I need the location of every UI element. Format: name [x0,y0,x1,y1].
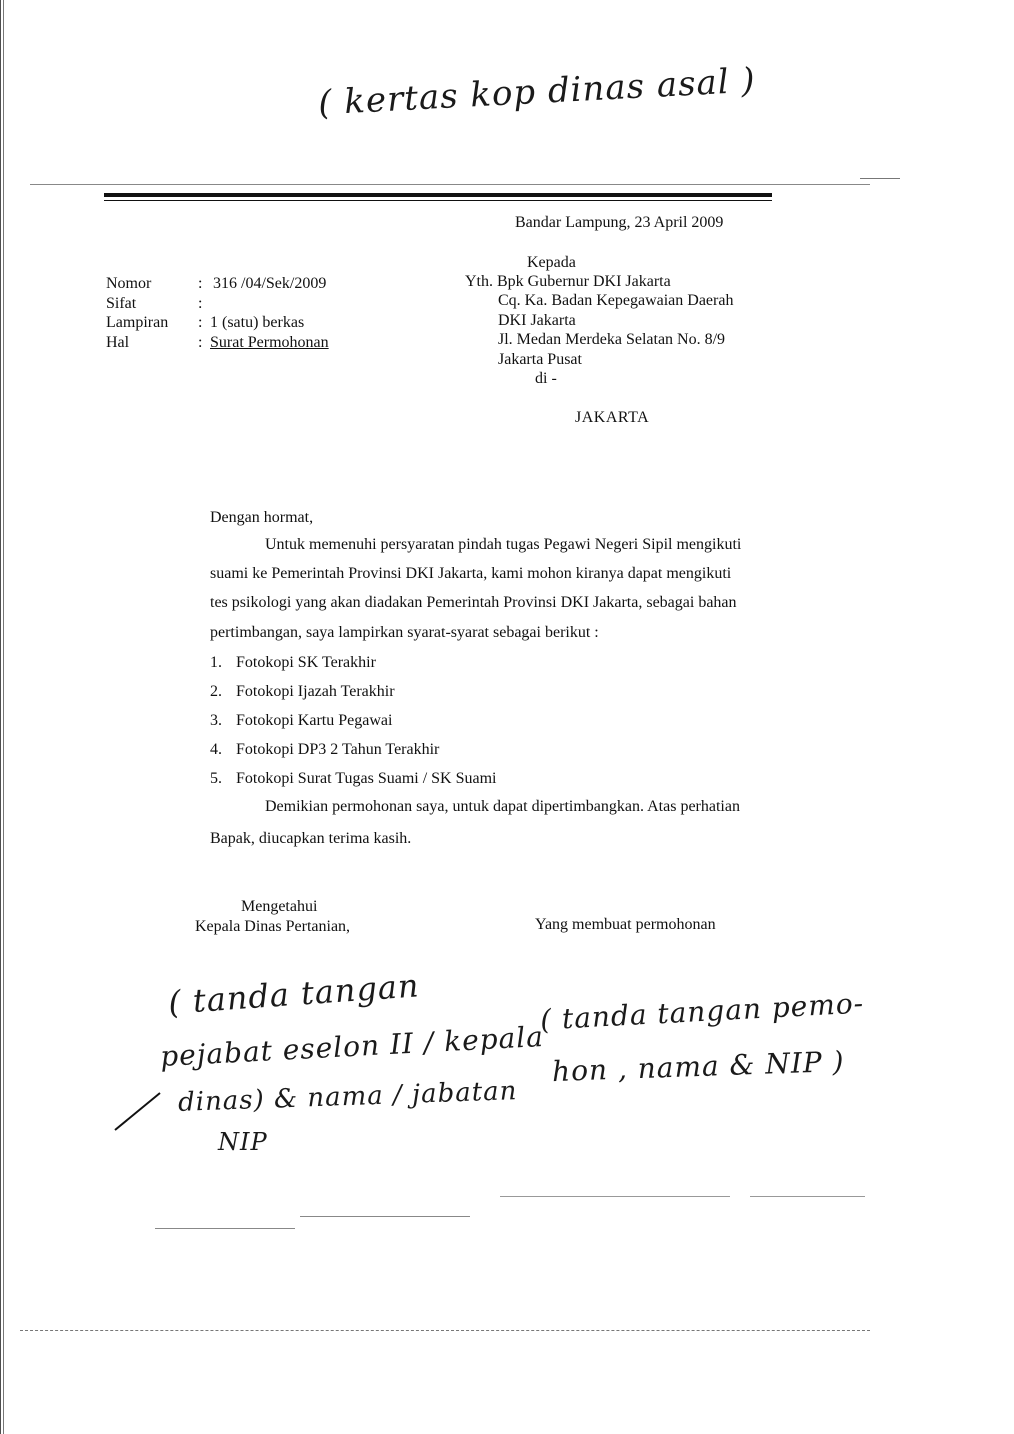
list-item-number: 1. [210,654,222,671]
meta-sep-nomor: : [198,275,203,292]
list-item-text: Fotokopi DP3 2 Tahun Terakhir [236,741,440,758]
faint-line [300,1216,470,1217]
list-item-number: 4. [210,741,222,758]
faint-line [860,178,900,179]
header-rule-thick [104,193,772,197]
meta-label-sifat: Sifat [106,295,137,312]
header-rule-thin [104,200,772,201]
list-item-text: Fotokopi Kartu Pegawai [236,712,393,729]
meta-value-nomor: 316 /04/Sek/2009 [213,275,327,292]
meta-sep-lampiran: : [198,314,203,331]
faint-line [155,1228,295,1229]
meta-sep-hal: : [198,334,203,351]
paragraph-line: pertimbangan, saya lampirkan syarat-syarat sebagai berikut : [210,624,599,641]
pen-stroke-mark [110,1085,170,1135]
list-item-number: 2. [210,683,222,700]
meta-sep-sifat: : [198,295,203,312]
recipient-line4: Jl. Medan Merdeka Selatan No. 8/9 [498,331,726,348]
left-signature-note: dinas) & nama / jabatan [177,1076,518,1118]
recipient-line6: di - [535,370,557,387]
greeting: Dengan hormat, [210,509,314,526]
closing-line: Bapak, diucapkan terima kasih. [210,830,412,847]
right-signature-note: hon , nama & NIP ) [551,1044,846,1089]
recipient-line2: Cq. Ka. Badan Kepegawaian Daerah [498,292,734,309]
recipient-to: Kepada [527,254,576,271]
header-faint-line [30,184,870,185]
meta-value-lampiran: 1 (satu) berkas [210,314,305,331]
list-item-number: 3. [210,712,222,729]
letterhead-note: ( kertas kop dinas asal ) [317,60,757,124]
recipient-line3: DKI Jakarta [498,312,576,329]
left-sign-title: Mengetahui [241,898,318,915]
paragraph-line: suami ke Pemerintah Provinsi DKI Jakarta, kami mohon kiranya dapat mengikuti [210,565,732,582]
right-sign-title: Yang membuat permohonan [535,916,716,933]
left-sign-position: Kepala Dinas Pertanian, [195,918,351,935]
list-item-text: Fotokopi SK Terakhir [236,654,376,671]
list-item-number: 5. [210,770,222,787]
faint-line [750,1196,865,1197]
recipient-city: JAKARTA [575,409,650,426]
meta-label-nomor: Nomor [106,275,152,292]
paragraph-line: tes psikologi yang akan diadakan Pemerintah Provinsi DKI Jakarta, sebagai bahan [210,594,737,611]
meta-label-lampiran: Lampiran [106,314,169,331]
list-item-text: Fotokopi Ijazah Terakhir [236,683,395,700]
recipient-line1: Yth. Bpk Gubernur DKI Jakarta [465,273,671,290]
recipient-line5: Jakarta Pusat [498,351,582,368]
faint-line [20,1330,870,1331]
left-signature-note: pejabat eselon II / kepala [159,1019,545,1074]
list-item-text: Fotokopi Surat Tugas Suami / SK Suami [236,770,497,787]
left-signature-note: NIP [218,1128,268,1156]
meta-label-hal: Hal [106,334,130,351]
left-signature-note: ( tanda tangan [166,966,421,1022]
closing-line: Demikian permohonan saya, untuk dapat dipertimbangkan. Atas perhatian [265,798,740,815]
right-signature-note: ( tanda tangan pemo- [539,986,865,1037]
paragraph-line: Untuk memenuhi persyaratan pindah tugas Pegawi Negeri Sipil mengikuti [265,536,742,553]
faint-line [500,1196,730,1197]
scan-edge [0,0,9,1434]
date-line: Bandar Lampung, 23 April 2009 [515,214,724,231]
meta-value-hal: Surat Permohonan [210,334,329,351]
